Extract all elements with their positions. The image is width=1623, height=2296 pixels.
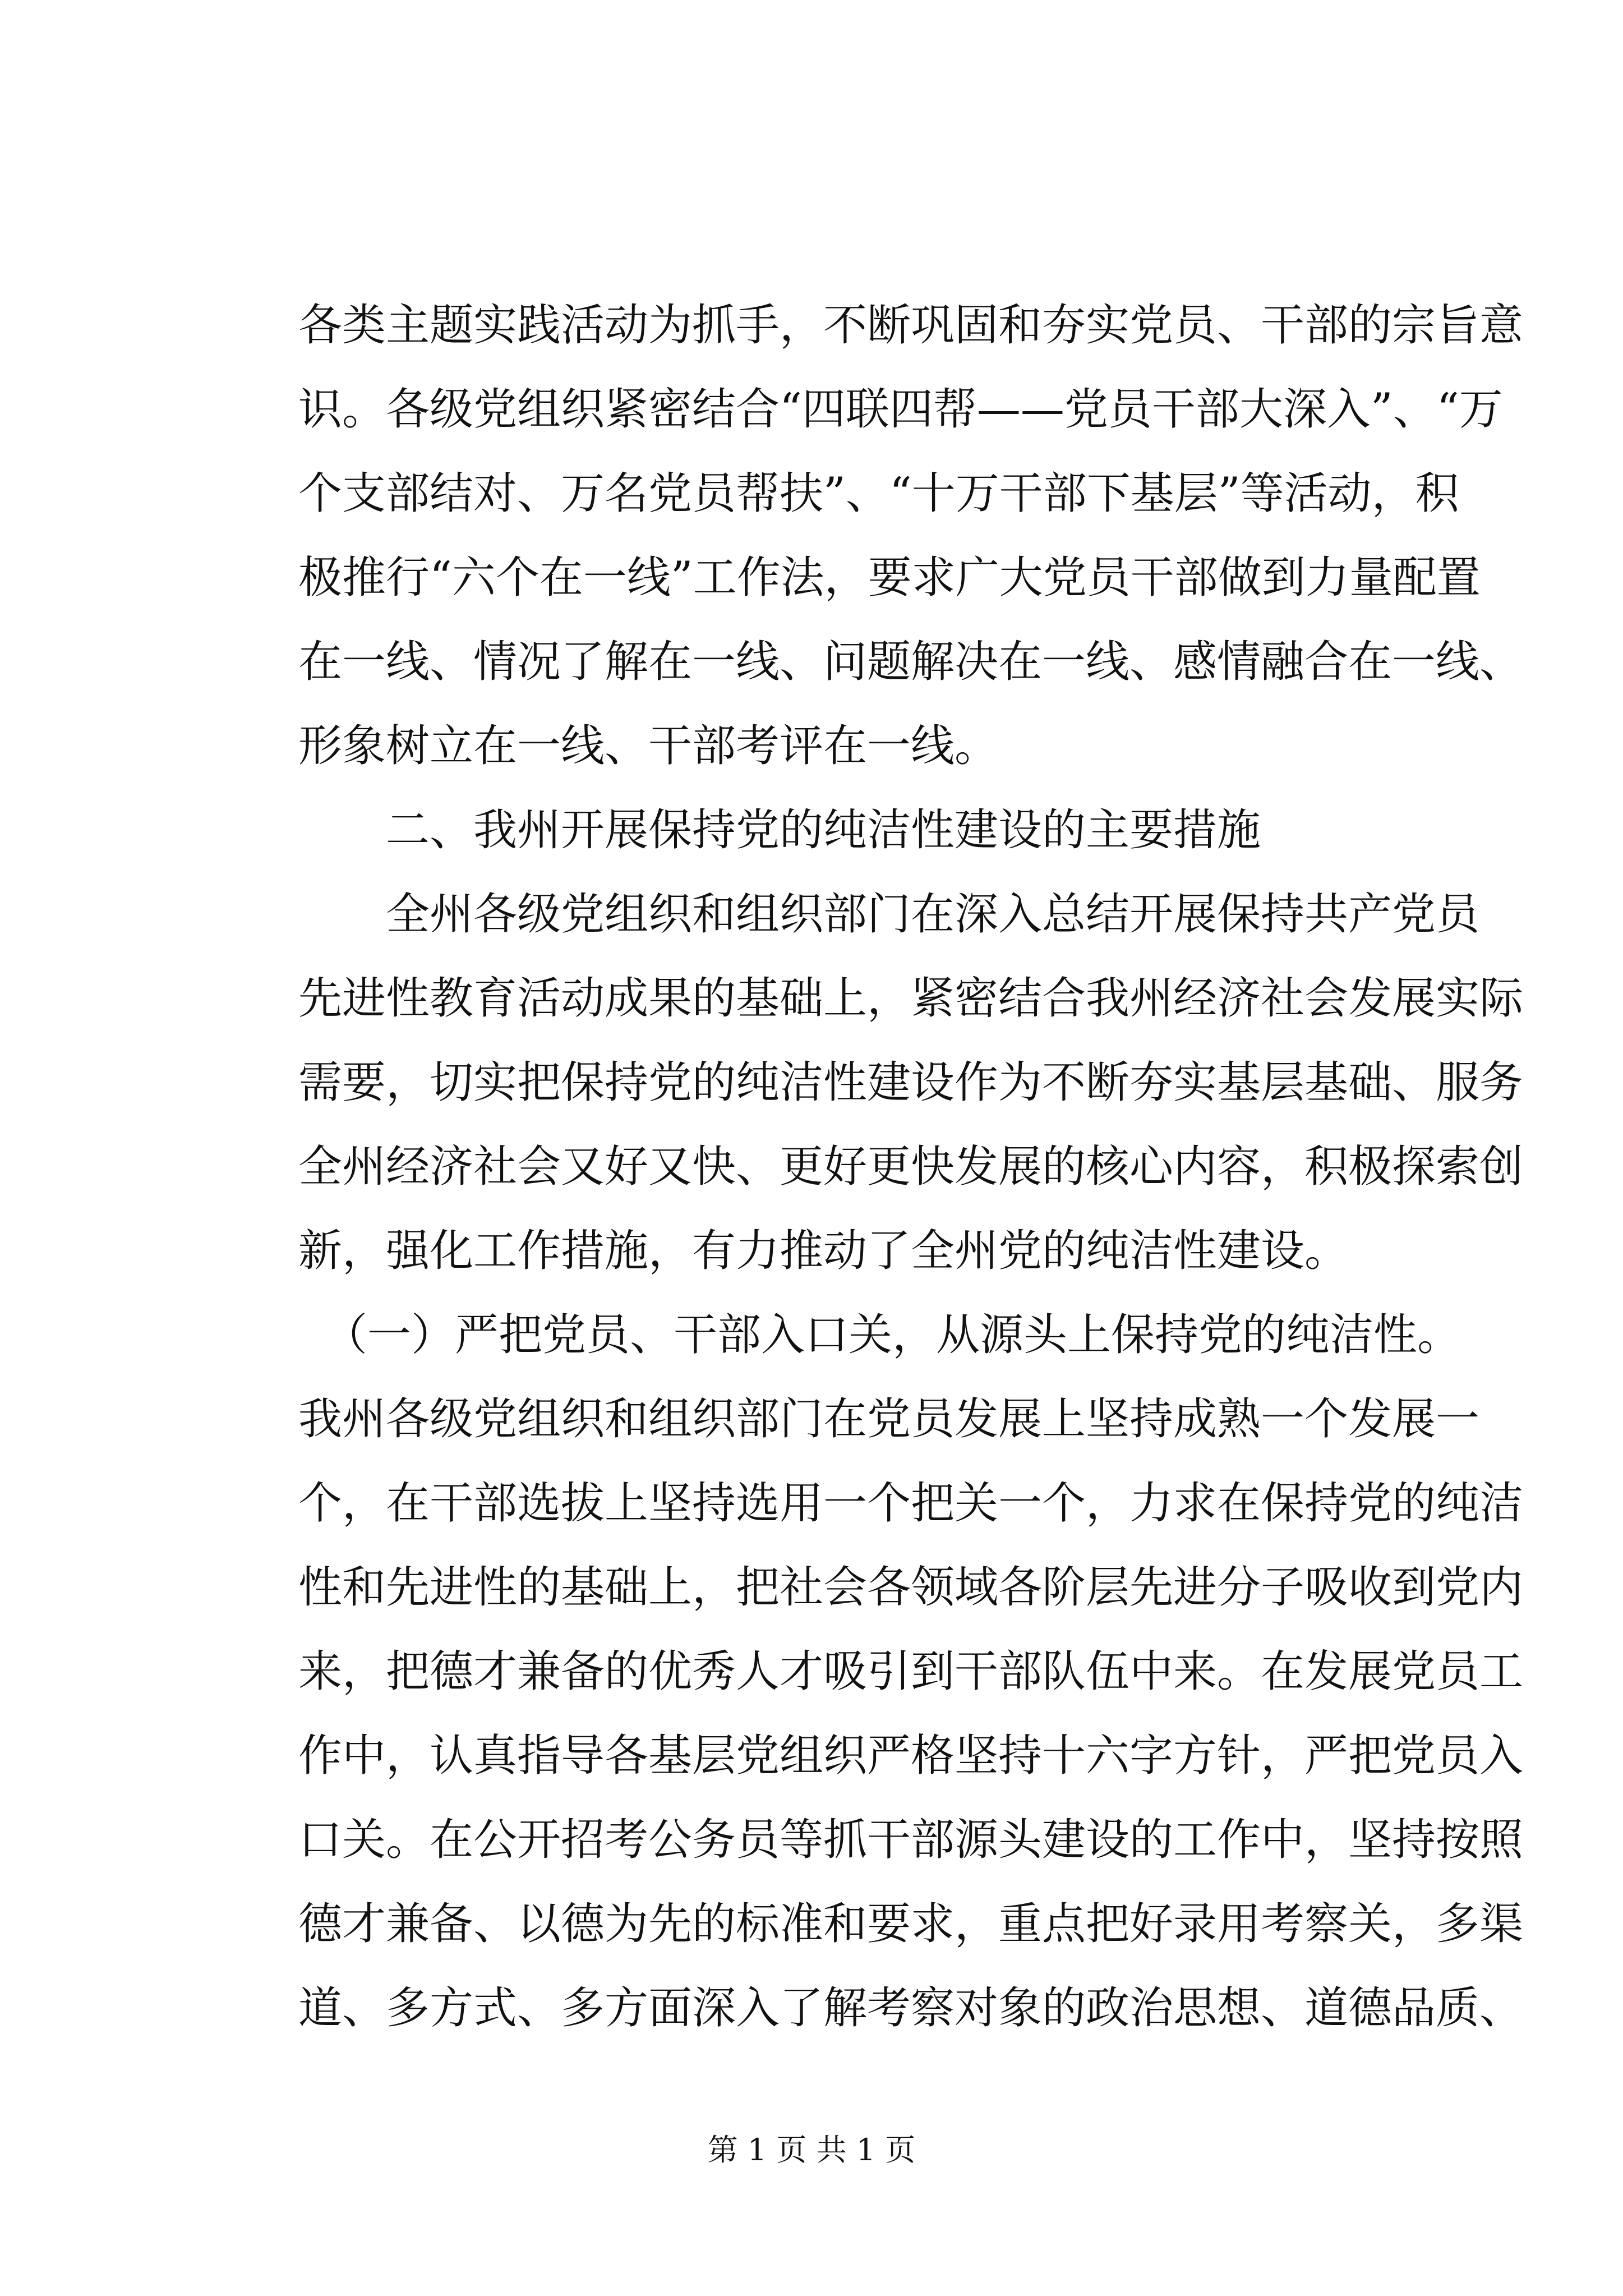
text-line: 来，把德才兼备的优秀人才吸引到干部队伍中来。在发展党员工 (298, 1646, 1524, 1697)
text-line: 在一线、情况了解在一线、问题解决在一线、感情融合在一线、 (298, 637, 1524, 687)
text-line: 德才兼备、以德为先的标准和要求，重点把好录用考察关，多渠 (298, 1899, 1524, 1949)
text-line: 各类主题实践活动为抓手，不断巩固和夯实党员、干部的宗旨意 (298, 300, 1524, 351)
subsection-heading: （一）严把党员、干部入口关，从源头上保持党的纯洁性。 (324, 1310, 1461, 1360)
text-line: 识。各级党组织紧密结合“四联四帮——党员干部大深入”、“万 (298, 384, 1503, 435)
text-line: 极推行“六个在一线”工作法，要求广大党员干部做到力量配置 (298, 553, 1481, 603)
text-line: 全州经济社会又好又快、更好更快发展的核心内容，积极探索创 (298, 1142, 1524, 1192)
text-line: 形象树立在一线、干部考评在一线。 (298, 721, 999, 771)
text-line: 口关。在公开招考公务员等抓干部源头建设的工作中，坚持按照 (298, 1815, 1524, 1865)
section-heading: 二、我州开展保持党的纯洁性建设的主要措施 (386, 805, 1261, 855)
page-footer: 第 1 页 共 1 页 (707, 2132, 916, 2168)
text-line: 道、多方式、多方面深入了解考察对象的政治思想、道德品质、 (298, 1983, 1524, 2033)
text-line: 先进性教育活动成果的基础上，紧密结合我州经济社会发展实际 (298, 973, 1524, 1024)
text-line: 个支部结对、万名党员帮扶”、“十万干部下基层”等活动，积 (298, 468, 1459, 519)
text-line: 作中，认真指导各基层党组织严格坚持十六字方针，严把党员入 (298, 1731, 1524, 1781)
text-line: 个，在干部选拔上坚持选用一个把关一个，力求在保持党的纯洁 (298, 1478, 1524, 1529)
text-line: 新，强化工作措施，有力推动了全州党的纯洁性建设。 (298, 1226, 1349, 1276)
text-line: 我州各级党组织和组织部门在党员发展上坚持成熟一个发展一 (298, 1394, 1480, 1444)
text-line: 需要，切实把保持党的纯洁性建设作为不断夯实基层基础、服务 (298, 1057, 1524, 1108)
text-line: 全州各级党组织和组织部门在深入总结开展保持共产党员 (386, 889, 1480, 940)
text-line: 性和先进性的基础上，把社会各领域各阶层先进分子吸收到党内 (298, 1562, 1524, 1613)
